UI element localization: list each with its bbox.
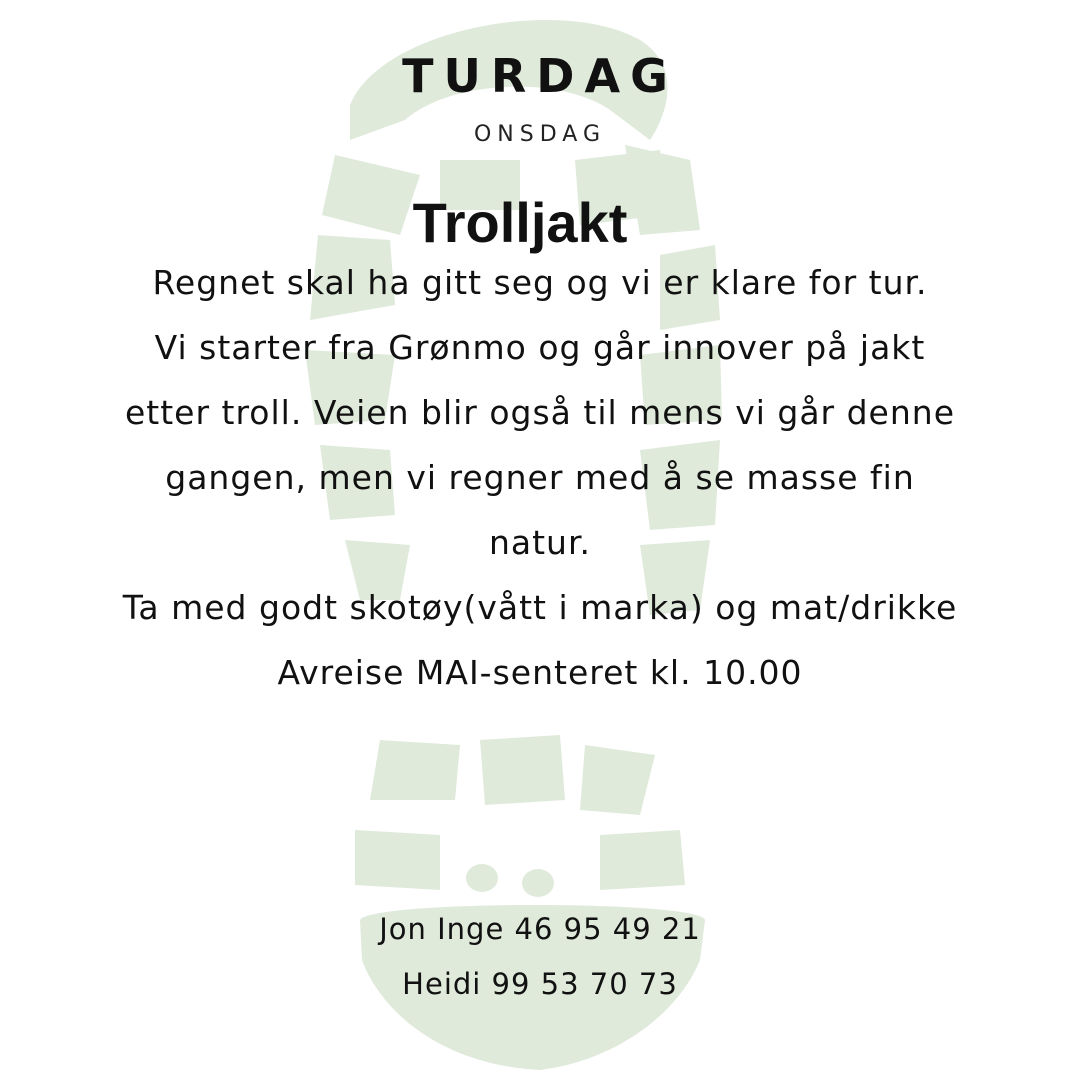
description xyxy=(120,250,960,705)
paragraph-route: Vi starter fra Grønmo og går innover på jakt etter troll. Veien blir også til mens vi går denne gangen, men vi regner med å se masse fin natur. xyxy=(124,328,955,562)
paragraph-equipment: Ta med godt skotøy(vått i marka) og mat/drikke xyxy=(122,588,958,627)
contact-list xyxy=(0,902,1080,1012)
paragraph-weather: Regnet skal ha gitt seg og vi er klare for tur. xyxy=(152,263,928,302)
paragraph-departure: Avreise MAI-senteret kl. 10.00 xyxy=(277,653,803,692)
contact-item: Heidi 99 53 70 73 xyxy=(402,967,678,1001)
contact-item: Jon Inge 46 95 49 21 xyxy=(379,912,701,946)
poster-title: TURDAG xyxy=(402,49,678,103)
poster-heading: Trolljakt xyxy=(412,191,628,254)
poster-subtitle: ONSDAG xyxy=(473,122,606,147)
